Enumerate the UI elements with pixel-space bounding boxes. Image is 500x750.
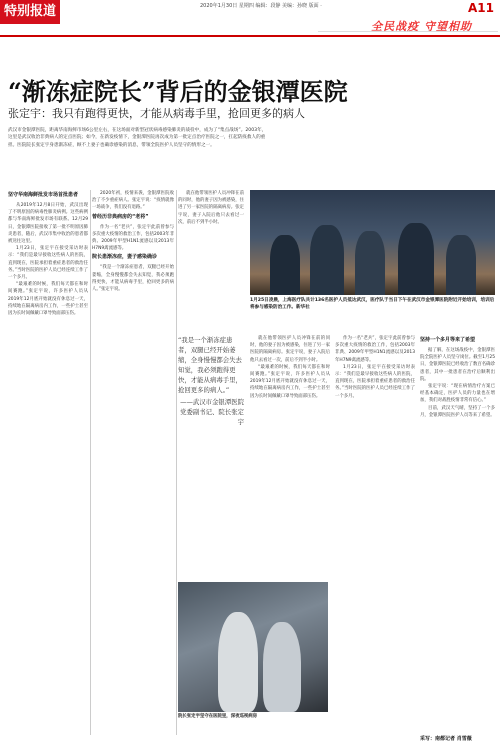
lead-text: 武汉市金银潭医院，距离华南海鲜市场6公里左右，在这场面对新型冠状病毒感染肺炎的战役中，成为了“集点战场”。2003年，这里是武汉收治非典病人的定点医院；如今，在新发疫情下，金银潭医院再次成为第一批定点治疗医院之一，扛起防疫救人的重担。医院院长张定宇身患渐冻症，顾不上妻子也确诊感染的消息，带领全院医护人员坚守的情形之一。 xyxy=(8,128,267,148)
photo-caption: 1月25日凌晨，上海医疗队共计136名医护人员抵达武汉，医疗队于当日下午在武汉市金银潭医院附近开始培训，培训后将参与感染防治工作。新华社 xyxy=(250,298,495,310)
section-heading: 院长患渐冻症，妻子感染确诊 xyxy=(92,254,158,261)
paragraph: 1月23日，张定宇在接受采访时表示：“我们是最早接收这些病人的医院，直到现在，医院承担着重症患者的救治任务。”当时医院的医护人员已经连续工作了一个多月。 xyxy=(8,246,88,281)
article-lead xyxy=(8,127,268,149)
byline: 采写：南都记者 肖雪薇 xyxy=(420,736,472,742)
paragraph: 就在他带领医护人员冲锋在前的同时，他的妻子因为被感染，住进了另一家医院的隔离病房。张定宇说，妻子入院后他只去看过一次，前后不到半小时。 xyxy=(178,191,244,225)
paragraph: 据了解，在这场战疫中，金银潭医院全院医护人员坚守岗位。截至1月25日，金银潭医院已经收治了数百名确诊患者，其中一批患者在治疗后顺利出院。 xyxy=(420,348,495,382)
column-1 xyxy=(8,190,88,735)
paragraph: 就在他带领医护人员冲锋在前的同时，他的妻子因为被感染，住进了另一家医院的隔离病房。张定宇说，妻子入院后他只去看过一次，前后不到半小时。 xyxy=(250,336,330,363)
quote-attribution: ——武汉市金银潭医院党委副书记、院长张定宇 xyxy=(180,398,244,426)
column-3 xyxy=(178,190,244,330)
paragraph: 从2019年12月8日开始，武汉出现了不明原因的病毒性肺炎病例。这些病例都与华南海鲜批发市场有联系。12月29日，金银潭医院接收了第一批不明原因肺炎患者，随后，武汉市集中收治的患者都被送往这里。 xyxy=(8,203,88,245)
section-heading: 坚守华南海鲜批发市场首批患者 xyxy=(8,192,79,198)
photo-medical-team xyxy=(250,190,495,295)
date-line xyxy=(200,2,322,9)
header-rule xyxy=(0,35,500,37)
photo-caption: 院长张定宇坚守在医院里，深夜巡视病房 xyxy=(178,714,258,719)
paragraph: “最艰难的时候，我们每天都在和时间赛跑。”张定宇说，许多医护人员从2019年12月底开始就没有休息过一天，持续地在隔离病房内工作，一些护士甚至因为长时间佩戴口罩导致面部压伤。 xyxy=(250,364,330,399)
paragraph: 张定宇说：“现在病情治疗方案已经基本确定，医护人员的力量也在增加，我们对战胜疫情非常有信心。” xyxy=(420,384,495,404)
photo-hospital-corridor xyxy=(178,582,328,712)
quote-text: “我是一个渐冻症患者，双腿已经开始萎缩，全身慢慢都会失去知觉，我必须跑得更快，才能从病毒手里，抢回更多的病人。” xyxy=(178,336,242,394)
article-title: “渐冻症院长”背后的金银潭医院 xyxy=(8,77,348,106)
article-subtitle: 张定宇：我只有跑得更快，才能从病毒手里，抢回更多的病人 xyxy=(8,107,305,120)
paragraph: “我是一个渐冻症患者，双腿已经开始萎缩，全身慢慢都会失去知觉，我必须跑得更快，才能从病毒手里，抢回更多的病人。”张定宇说。 xyxy=(92,265,174,293)
paragraph: 1月23日，张定宇在接受采访时表示：“我们是最早接收这些病人的医院，直到现在，医院承担着重症患者的救治任务。”当时医院的医护人员已经连续工作了一个多月。 xyxy=(335,364,415,399)
column-2 xyxy=(92,190,174,735)
column-6 xyxy=(420,335,495,730)
paragraph: 作为一名“老兵”，张定宇此前曾参与多次重大疫情的救治工作，包括2003年非典、2009年甲型H1N1流感以及2013年H7N9禽流感等。 xyxy=(335,336,415,363)
paragraph: 作为一名“老兵”，张定宇此前曾参与多次重大疫情的救治工作，包括2003年非典、2009年甲型H1N1流感以及2013年H7N9禽流感等。 xyxy=(92,224,174,252)
banner-text: 全民战疫 守望相助 xyxy=(371,20,472,33)
column-divider xyxy=(90,190,91,735)
date-text: 2020年1月30日 星期四 编辑：段静 美编：孙晓 版面 · xyxy=(200,3,322,9)
column-5 xyxy=(335,335,415,730)
campaign-banner xyxy=(318,12,498,32)
paragraph: 目前，武汉天气晴，坚持了一个多月，金银潭医院医护人员等来了希望。 xyxy=(420,405,495,418)
column-divider xyxy=(176,190,177,735)
section-heading: 坚持一个多月等来了希望 xyxy=(420,337,476,343)
page-number: A11 xyxy=(468,1,494,15)
section-heading: 曾经历非典病房的“老将” xyxy=(92,213,149,220)
pull-quote xyxy=(178,335,244,427)
paragraph: 2020年初，疫情来袭，金银潭医院收治了不少重症病人。张定宇说：“疫情就像一场战争，我们没有退路。” xyxy=(92,191,174,211)
paragraph: “最艰难的时候，我们每天都在和时间赛跑。”张定宇说，许多医护人员从2019年12月底开始就没有休息过一天，持续地在隔离病房内工作，一些护士甚至因为长时间佩戴口罩导致面部压伤。 xyxy=(8,282,88,317)
section-tag: 特别报道 xyxy=(0,0,60,24)
